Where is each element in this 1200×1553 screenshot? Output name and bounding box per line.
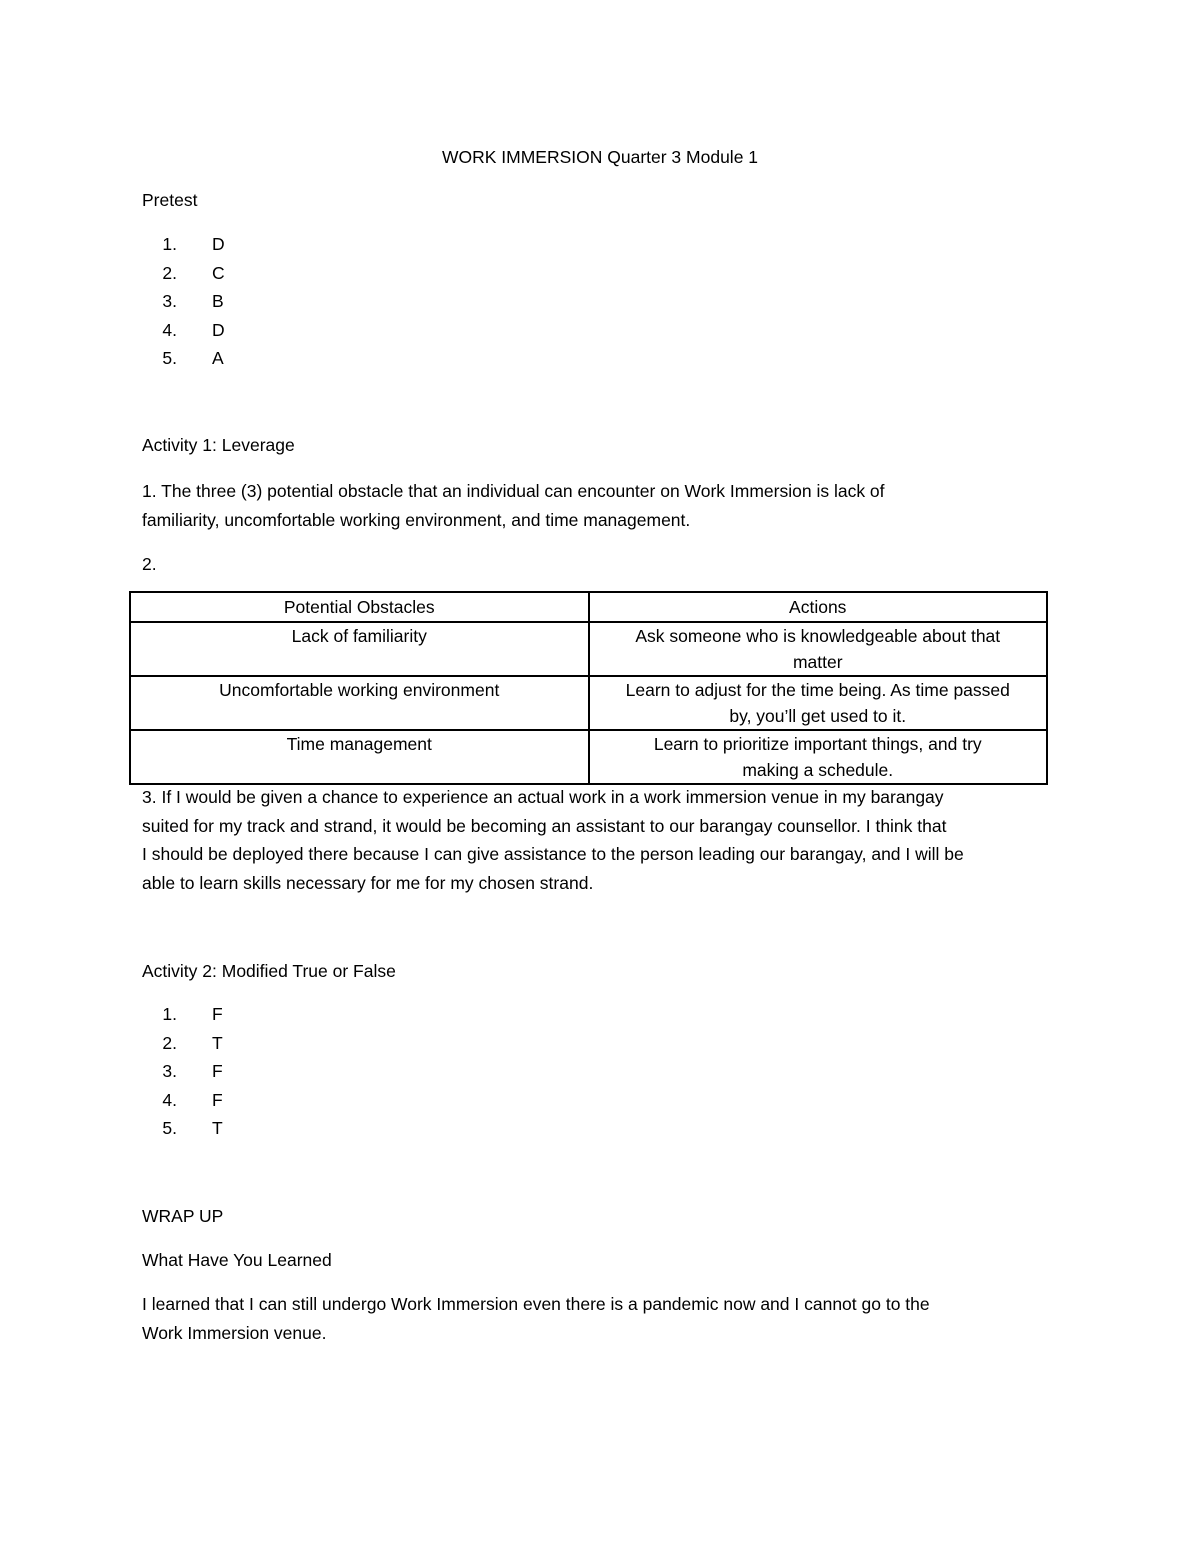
list-item: 1. F xyxy=(162,1004,223,1024)
activity1-item2-label: 2. xyxy=(142,554,157,574)
document-title: WORK IMMERSION Quarter 3 Module 1 xyxy=(441,147,759,167)
pretest-answer-list xyxy=(142,230,225,373)
obstacle-cell: Time management xyxy=(130,730,589,784)
activity1-heading: Activity 1: Leverage xyxy=(142,435,295,455)
activity1-item1: 1. The three (3) potential obstacle that an individual can encounter on Work Immersion is lack of familiarity, uncomfortable working environment, and time management. xyxy=(142,481,885,530)
obstacle-cell: Lack of familiarity xyxy=(130,622,589,676)
table-header-row xyxy=(130,592,1047,622)
pretest-heading: Pretest xyxy=(142,190,198,210)
wrapup-subheading: What Have You Learned xyxy=(142,1250,332,1270)
obstacle-cell: Uncomfortable working environment xyxy=(130,676,589,730)
wrapup-heading: WRAP UP xyxy=(142,1206,224,1226)
list-item: 2. T xyxy=(162,1032,223,1053)
column-header-actions: Actions xyxy=(589,592,1048,622)
table-row xyxy=(130,730,1047,784)
activity1-item3: 3. If I would be given a chance to experience an actual work in a work immersion venue in my barangay suited for my track and strand, it would be becoming an assistant to our barangay counsellor. I think that I should be deployed there because I can give assistance to the person leading our barangay, and I will be able to learn skills necessary for me for my chosen strand. xyxy=(142,787,964,893)
list-item: 1. D xyxy=(162,234,225,254)
activity2-answer-list xyxy=(142,1000,223,1143)
table-row xyxy=(130,622,1047,676)
activity2-heading: Activity 2: Modified True or False xyxy=(142,961,396,981)
list-item: 4. D xyxy=(162,319,225,340)
action-cell: Ask someone who is knowledgeable about that matter xyxy=(589,622,1048,676)
column-header-obstacles: Potential Obstacles xyxy=(130,592,589,622)
table-row xyxy=(130,676,1047,730)
action-cell: Learn to adjust for the time being. As time passed by, you’ll get used to it. xyxy=(589,676,1048,730)
list-item: 4. F xyxy=(162,1089,223,1110)
action-cell: Learn to prioritize important things, and try making a schedule. xyxy=(589,730,1048,784)
list-item: 2. C xyxy=(162,262,225,283)
list-item: 3. B xyxy=(162,291,224,311)
obstacles-table xyxy=(129,591,1048,785)
list-item: 3. F xyxy=(162,1061,223,1081)
list-item: 5. T xyxy=(162,1118,223,1138)
list-item: 5. A xyxy=(162,348,224,368)
wrapup-paragraph: I learned that I can still undergo Work Immersion even there is a pandemic now and I cannot go to the Work Immersion venue. xyxy=(142,1294,930,1343)
